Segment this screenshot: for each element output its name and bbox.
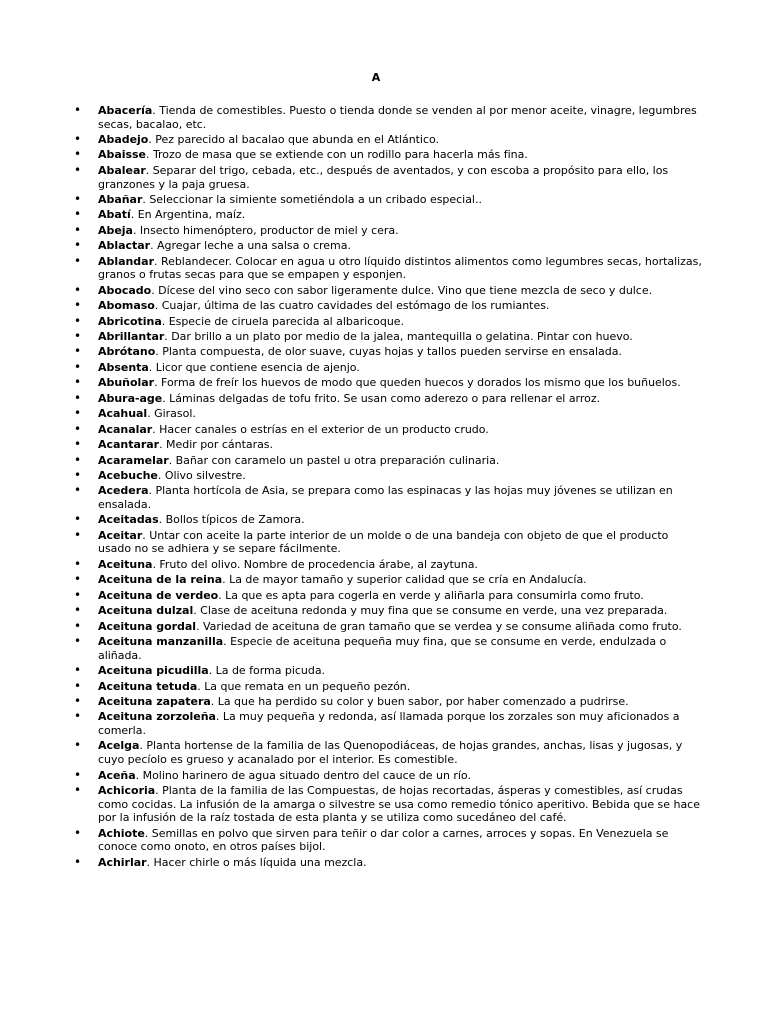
entry-term: Abura-age bbox=[98, 391, 163, 405]
entry-term: Ablactar bbox=[98, 239, 151, 253]
glossary-entry bbox=[72, 856, 704, 870]
entry-definition: . Licor que contiene esencia de ajenjo. bbox=[148, 360, 360, 374]
glossary-entry bbox=[72, 454, 704, 468]
entry-term: Abalear bbox=[98, 163, 146, 177]
glossary-entry bbox=[72, 330, 704, 344]
entry-term: Aceituna manzanilla bbox=[98, 635, 224, 649]
glossary-entry bbox=[72, 469, 704, 483]
entry-term: Absenta bbox=[98, 360, 149, 374]
entry-definition: . Planta de la familia de las Compuestas, de hojas recortadas, ásperas y comestibles, así crudas como cocidas. La infusión de la amarga o silvestre se usa como remedio tónico aperitivo. Bebida que se hace por la infusión de la raíz tostada de esta planta y se utiliza como sucedáneo del café. bbox=[98, 783, 700, 825]
entry-term: Aceituna bbox=[98, 557, 153, 571]
entry-term: Acahual bbox=[98, 407, 148, 421]
entry-term: Aceituna de la reina bbox=[98, 573, 223, 587]
entry-definition: . Reblandecer. Colocar en agua u otro líquido distintos alimentos como legumbres secas, hortalizas, granos o frutas secas para que se empapen y esponjen. bbox=[98, 254, 702, 282]
glossary-entry bbox=[72, 423, 704, 437]
entry-definition: . Láminas delgadas de tofu frito. Se usan como aderezo o para rellenar el arroz. bbox=[162, 391, 601, 405]
entry-definition: . Clase de aceituna redonda y muy fina que se consume en verde, una vez preparada. bbox=[193, 604, 668, 618]
entry-definition: . Forma de freír los huevos de modo que queden huecos y dorados los mismo que los buñuelos. bbox=[154, 376, 681, 390]
entry-definition: . Hacer chirle o más líquida una mezcla. bbox=[146, 855, 367, 869]
glossary-entry bbox=[72, 784, 704, 825]
glossary-entry bbox=[72, 407, 704, 421]
entry-definition: . Dícese del vino seco con sabor ligeramente dulce. Vino que tiene mezcla de seco y dulce. bbox=[151, 283, 653, 297]
entry-definition: . Tienda de comestibles. Puesto o tienda donde se venden al por menor aceite, vinagre, legumbres secas, bacalao, etc. bbox=[98, 104, 697, 131]
entry-term: Achicoria bbox=[98, 783, 156, 797]
glossary-entry bbox=[72, 376, 704, 390]
glossary-entry bbox=[72, 604, 704, 618]
glossary-entry bbox=[72, 239, 704, 253]
entry-term: Abaisse bbox=[98, 148, 146, 162]
entry-term: Abrillantar bbox=[98, 330, 165, 344]
glossary-entry bbox=[72, 710, 704, 737]
entry-term: Abocado bbox=[98, 283, 152, 297]
glossary-entry bbox=[72, 148, 704, 162]
glossary-entry bbox=[72, 284, 704, 298]
glossary-entry bbox=[72, 635, 704, 662]
glossary-entry bbox=[72, 664, 704, 678]
glossary-entry bbox=[72, 680, 704, 694]
entry-term: Acaramelar bbox=[98, 453, 169, 467]
entry-term: Acedera bbox=[98, 484, 149, 498]
entry-definition: . La de forma picuda. bbox=[208, 664, 326, 678]
glossary-entry bbox=[72, 315, 704, 329]
entry-term: Acanalar bbox=[98, 422, 153, 436]
entry-definition: . Molino harinero de agua situado dentro del cauce de un río. bbox=[135, 768, 471, 782]
glossary-entry bbox=[72, 827, 704, 854]
entry-definition: . Planta hortícola de Asia, se prepara como las espinacas y las hojas muy jóvenes se utilizan en ensalada. bbox=[98, 484, 673, 511]
entry-term: Aceituna zapatera bbox=[98, 695, 211, 708]
entry-definition: . Bollos típicos de Zamora. bbox=[158, 513, 305, 527]
entry-definition: . Dar brillo a un plato por medio de la jalea, mantequilla o gelatina. Pintar con huevo. bbox=[164, 330, 633, 344]
entry-term: Aceitar bbox=[98, 528, 143, 542]
glossary-entry bbox=[72, 361, 704, 375]
glossary-entry bbox=[72, 513, 704, 527]
glossary-entry bbox=[72, 438, 704, 452]
entry-definition: . Girasol. bbox=[147, 407, 196, 421]
entry-definition: . Untar con aceite la parte interior de un molde o de una bandeja con objeto de que el producto usado no se adhiera y se separe fácilmente. bbox=[98, 528, 669, 556]
entry-term: Abomaso bbox=[98, 299, 155, 313]
glossary-entry bbox=[72, 620, 704, 634]
entry-term: Abrótano bbox=[98, 345, 156, 359]
entry-term: Aceituna tetuda bbox=[98, 679, 198, 693]
entry-definition: . Cuajar, última de las cuatro cavidades del estómago de los rumiantes. bbox=[154, 299, 550, 313]
entry-term: Aceituna picudilla bbox=[98, 664, 209, 678]
entry-term: Aceña bbox=[98, 768, 136, 782]
entry-definition: . Pez parecido al bacalao que abunda en el Atlántico. bbox=[148, 133, 439, 147]
entry-term: Acelga bbox=[98, 739, 140, 753]
entry-term: Aceituna dulzal bbox=[98, 604, 194, 618]
entry-definition: . Fruto del olivo. Nombre de procedencia árabe, al zaytuna. bbox=[152, 557, 478, 571]
glossary-entry bbox=[72, 573, 704, 587]
glossary-entry bbox=[72, 739, 704, 766]
entry-term: Abadejo bbox=[98, 133, 149, 147]
glossary-entry bbox=[72, 769, 704, 783]
entry-definition: . Bañar con caramelo un pastel u otra preparación culinaria. bbox=[168, 453, 500, 467]
glossary-entry bbox=[72, 558, 704, 572]
glossary-entry bbox=[72, 695, 704, 709]
entry-definition: . Especie de aceituna pequeña muy fina, que se consume en verde, endulzada o aliñada. bbox=[98, 635, 667, 662]
glossary-entry bbox=[72, 193, 704, 207]
entry-term: Abañar bbox=[98, 192, 143, 206]
glossary-entry bbox=[72, 255, 704, 282]
entry-term: Abuñolar bbox=[98, 376, 155, 390]
entry-term: Aceituna zorzoleña bbox=[98, 710, 216, 724]
entry-term: Acebuche bbox=[98, 468, 158, 482]
entry-definition: . La muy pequeña y redonda, así llamada porque los zorzales son muy aficionados a comerla. bbox=[98, 710, 680, 738]
glossary-entry bbox=[72, 345, 704, 359]
entry-definition: . Seleccionar la simiente sometiéndola a un cribado especial.. bbox=[142, 192, 482, 206]
entry-definition: . La que remata en un pequeño pezón. bbox=[197, 679, 411, 693]
glossary-entry bbox=[72, 104, 704, 131]
entry-definition: . Medir por cántaras. bbox=[159, 438, 273, 452]
entry-definition: . Hacer canales o estrías en el exterior de un producto crudo. bbox=[152, 422, 489, 436]
glossary-entry bbox=[72, 484, 704, 511]
entry-term: Aceituna de verdeo bbox=[98, 588, 219, 602]
glossary-entry bbox=[72, 164, 704, 191]
entry-term: Abacería bbox=[98, 104, 153, 117]
glossary-entry bbox=[72, 133, 704, 147]
entry-definition: . La de mayor tamaño y superior calidad que se cría en Andalucía. bbox=[222, 573, 587, 587]
entry-definition: . Planta hortense de la familia de las Quenopodiáceas, de hojas grandes, anchas, lisas y jugosas, y cuyo pecíolo es grueso y acanalado por el interior. Es comestible. bbox=[98, 739, 683, 767]
entry-definition: . Planta compuesta, de olor suave, cuyas hojas y tallos pueden servirse en ensalada. bbox=[155, 345, 622, 359]
entry-term: Acantarar bbox=[98, 438, 160, 452]
entry-term: Abeja bbox=[98, 223, 133, 237]
entry-definition: . Agregar leche a una salsa o crema. bbox=[150, 239, 351, 253]
entry-definition: . En Argentina, maíz. bbox=[130, 208, 246, 222]
entry-term: Abricotina bbox=[98, 314, 162, 328]
entry-definition: . Trozo de masa que se extiende con un rodillo para hacerla más fina. bbox=[146, 148, 528, 162]
entry-definition: . Especie de ciruela parecida al albaricoque. bbox=[161, 314, 405, 328]
entry-definition: . Insecto himenóptero, productor de miel y cera. bbox=[132, 223, 399, 237]
entry-definition: . Semillas en polvo que sirven para teñir o dar color a carnes, arroces y sopas. En Venezuela se conoce como onoto, en otros países bijol. bbox=[98, 826, 669, 854]
section-heading: A bbox=[371, 71, 381, 84]
entry-definition: . Variedad de aceituna de gran tamaño que se verdea y se consume aliñada como fruto. bbox=[196, 619, 682, 633]
glossary-entry bbox=[72, 208, 704, 222]
entry-definition: . Olivo silvestre. bbox=[157, 468, 246, 482]
entry-definition: . La que ha perdido su color y buen sabor, por haber comenzado a pudrirse. bbox=[210, 695, 629, 708]
glossary-entry bbox=[72, 589, 704, 603]
glossary-entry bbox=[72, 224, 704, 238]
entry-term: Ablandar bbox=[98, 254, 154, 268]
glossary-list bbox=[72, 104, 704, 871]
entry-term: Achirlar bbox=[98, 855, 147, 869]
entry-term: Aceitadas bbox=[98, 513, 159, 527]
glossary-entry bbox=[72, 299, 704, 313]
entry-term: Achiote bbox=[98, 826, 145, 840]
entry-term: Aceituna gordal bbox=[98, 619, 197, 633]
entry-definition: . Separar del trigo, cebada, etc., después de aventados, y con escoba a propósito para ello, los granzones y la paja gruesa. bbox=[98, 163, 669, 191]
entry-definition: . La que es apta para cogerla en verde y aliñarla para consumirla como fruto. bbox=[218, 588, 644, 602]
glossary-entry bbox=[72, 529, 704, 556]
glossary-entry bbox=[72, 392, 704, 406]
entry-term: Abatí bbox=[98, 208, 131, 222]
